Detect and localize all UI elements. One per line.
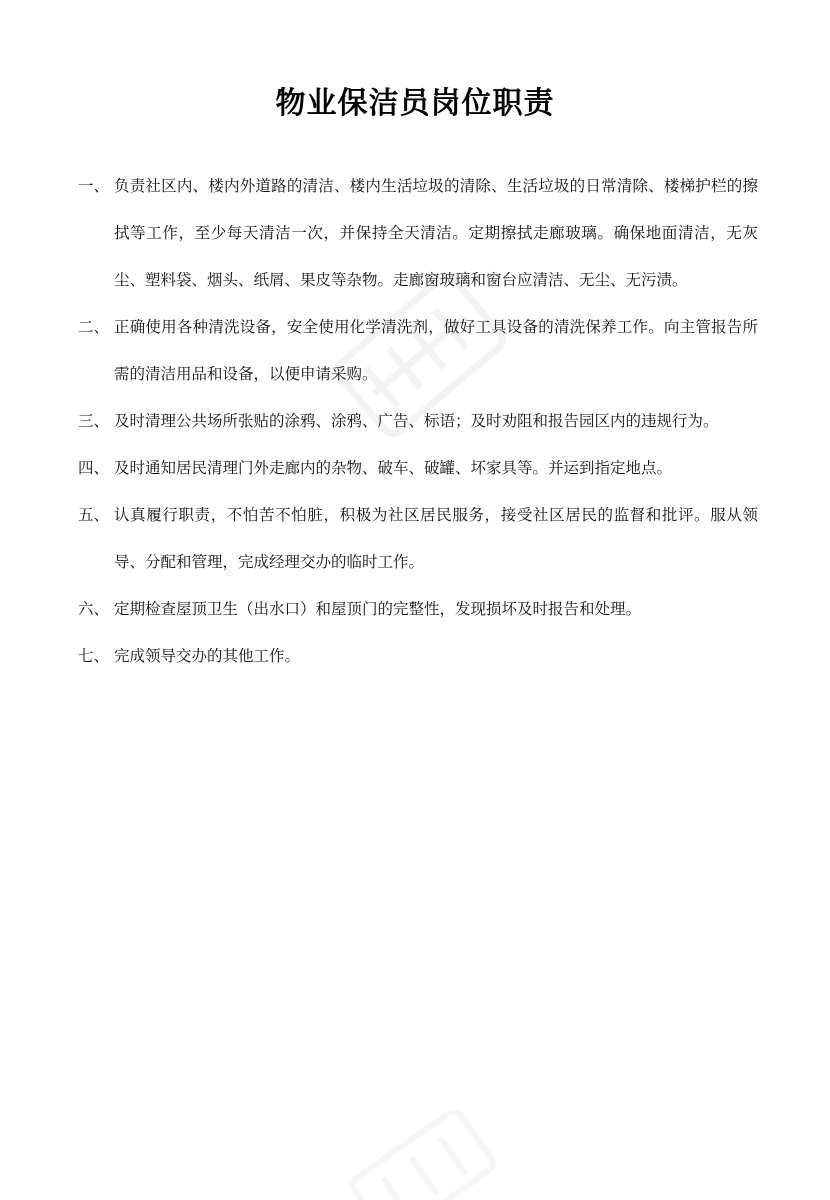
item-number: 五、 xyxy=(78,506,110,524)
list-item xyxy=(78,163,758,304)
page-title: 物业保洁员岗位职责 xyxy=(275,86,555,121)
item-number: 四、 xyxy=(78,459,110,477)
list-item xyxy=(78,586,758,633)
watermark-bottom-icon xyxy=(330,1110,510,1200)
item-text: 完成领导交办的其他工作。 xyxy=(114,647,301,665)
list-item xyxy=(78,304,758,398)
item-number: 一、 xyxy=(78,177,110,195)
duty-list xyxy=(78,163,758,680)
list-item xyxy=(78,492,758,586)
item-text: 负责社区内、楼内外道路的清洁、楼内生活垃圾的清除、生活垃圾的日常清除、楼梯护栏的擦拭等工作，至少每天清洁一次，并保持全天清洁。定期擦拭走廊玻璃。确保地面清洁，无灰尘、塑料袋、烟头、纸屑、果皮等杂物。走廊窗玻璃和窗台应清洁、无尘、无污渍。 xyxy=(114,177,758,289)
item-number: 六、 xyxy=(78,600,110,618)
list-item xyxy=(78,445,758,492)
item-text: 认真履行职责，不怕苦不怕脏，积极为社区居民服务，接受社区居民的监督和批评。服从领导、分配和管理，完成经理交办的临时工作。 xyxy=(114,506,758,571)
item-text: 正确使用各种清洗设备，安全使用化学清洗剂，做好工具设备的清洗保养工作。向主管报告所需的清洁用品和设备，以便申请采购。 xyxy=(114,318,758,383)
item-text: 及时清理公共场所张贴的涂鸦、涂鸦、广告、标语；及时劝阻和报告园区内的违规行为。 xyxy=(114,412,719,430)
item-number: 三、 xyxy=(78,412,110,430)
list-item xyxy=(78,633,758,680)
item-number: 二、 xyxy=(78,318,110,336)
item-text: 及时通知居民清理门外走廊内的杂物、破车、破罐、坏家具等。并运到指定地点。 xyxy=(114,459,673,477)
item-number: 七、 xyxy=(78,647,110,665)
list-item xyxy=(78,398,758,445)
item-text: 定期检查屋顶卫生（出水口）和屋顶门的完整性，发现损坏及时报告和处理。 xyxy=(114,600,642,618)
